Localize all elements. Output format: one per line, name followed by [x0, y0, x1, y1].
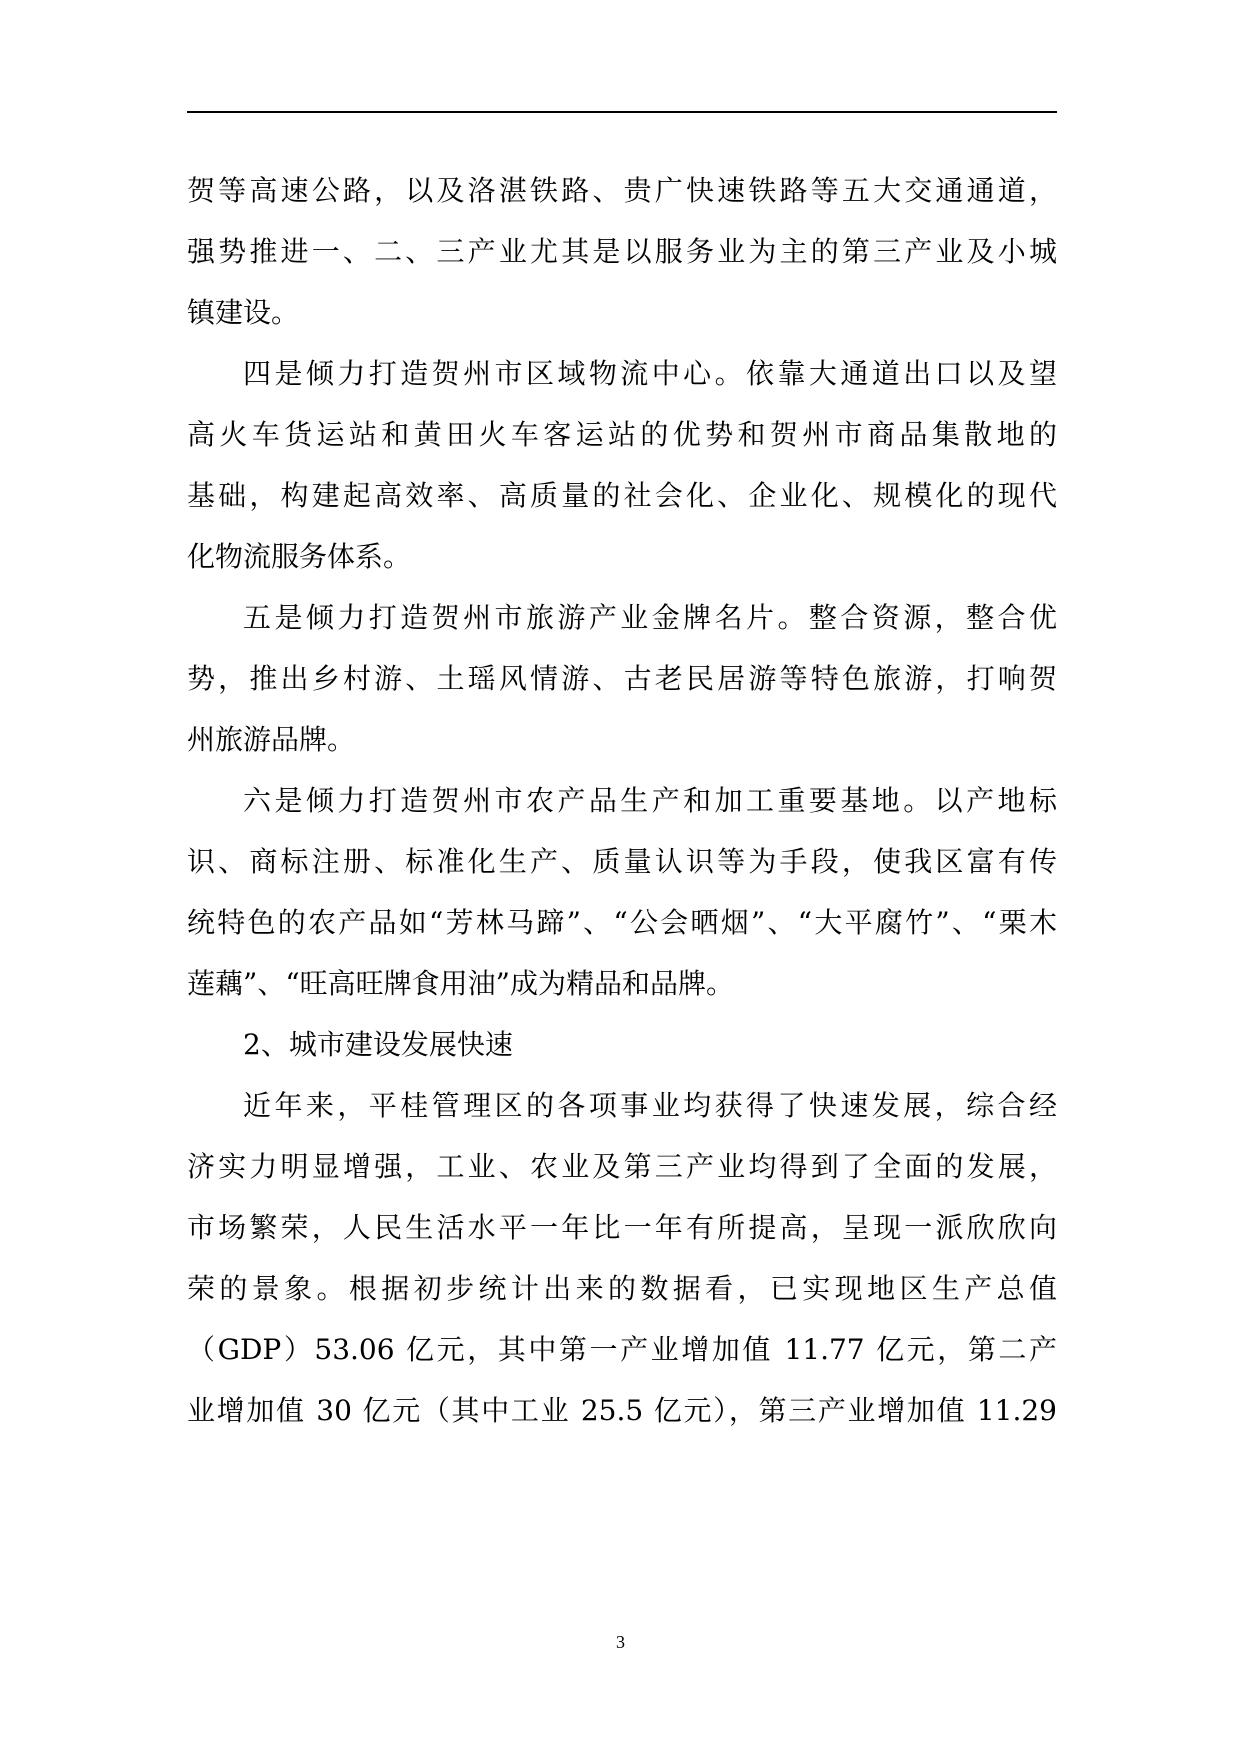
text-line: 荣的景象。根据初步统计出来的数据看，已实现地区生产总值: [187, 1272, 1057, 1305]
text-line: 镇建设。: [187, 296, 300, 329]
text-line: 业增加值 30 亿元（其中工业 25.5 亿元），第三产业增加值 11.29: [187, 1394, 1057, 1427]
section-heading-text: 2、城市建设发展快速: [243, 1028, 513, 1061]
text-line: 识、商标注册、标准化生产、质量认识等为手段，使我区富有传: [187, 845, 1057, 878]
text-line: 市场繁荣，人民生活水平一年比一年有所提高，呈现一派欣欣向: [187, 1211, 1057, 1244]
text-line: 济实力明显增强，工业、农业及第三产业均得到了全面的发展，: [187, 1150, 1057, 1183]
text-line: 高火车货运站和黄田火车客运站的优势和贺州市商品集散地的: [187, 418, 1057, 451]
text-line: 州旅游品牌。: [187, 723, 356, 756]
paragraph-tourism: [187, 587, 1057, 770]
text-line: 强势推进一、二、三产业尤其是以服务业为主的第三产业及小城: [187, 235, 1057, 268]
paragraph-development: [187, 1075, 1057, 1441]
text-line: 五是倾力打造贺州市旅游产业金牌名片。整合资源，整合优: [243, 601, 1057, 634]
text-line: 统特色的农产品如“芳林马蹄”、“公会晒烟”、“大平腐竹”、“栗木: [187, 906, 1057, 939]
text-line: 化物流服务体系。: [187, 540, 412, 573]
text-line: 势，推出乡村游、土瑶风情游、古老民居游等特色旅游，打响贺: [187, 662, 1057, 695]
text-line: 四是倾力打造贺州市区域物流中心。依靠大通道出口以及望: [243, 357, 1057, 390]
paragraph-transport: [187, 160, 1057, 343]
text-line: 近年来，平桂管理区的各项事业均获得了快速发展，综合经: [243, 1089, 1057, 1122]
page-number: 3: [616, 1632, 625, 1652]
paragraph-logistics: [187, 343, 1057, 587]
paragraph-agriculture: [187, 770, 1057, 1014]
section-heading: [187, 1014, 1057, 1075]
text-line: 莲藕”、“旺高旺牌食用油”成为精品和品牌。: [187, 967, 734, 1000]
text-line: （GDP）53.06 亿元，其中第一产业增加值 11.77 亿元，第二产: [187, 1333, 1057, 1366]
text-line: 六是倾力打造贺州市农产品生产和加工重要基地。以产地标: [243, 784, 1057, 817]
text-line: 贺等高速公路，以及洛湛铁路、贵广快速铁路等五大交通通道，: [187, 174, 1057, 207]
text-line: 基础，构建起高效率、高质量的社会化、企业化、规模化的现代: [187, 479, 1057, 512]
header-rule: [187, 111, 1057, 113]
body-text: [187, 160, 1057, 1441]
